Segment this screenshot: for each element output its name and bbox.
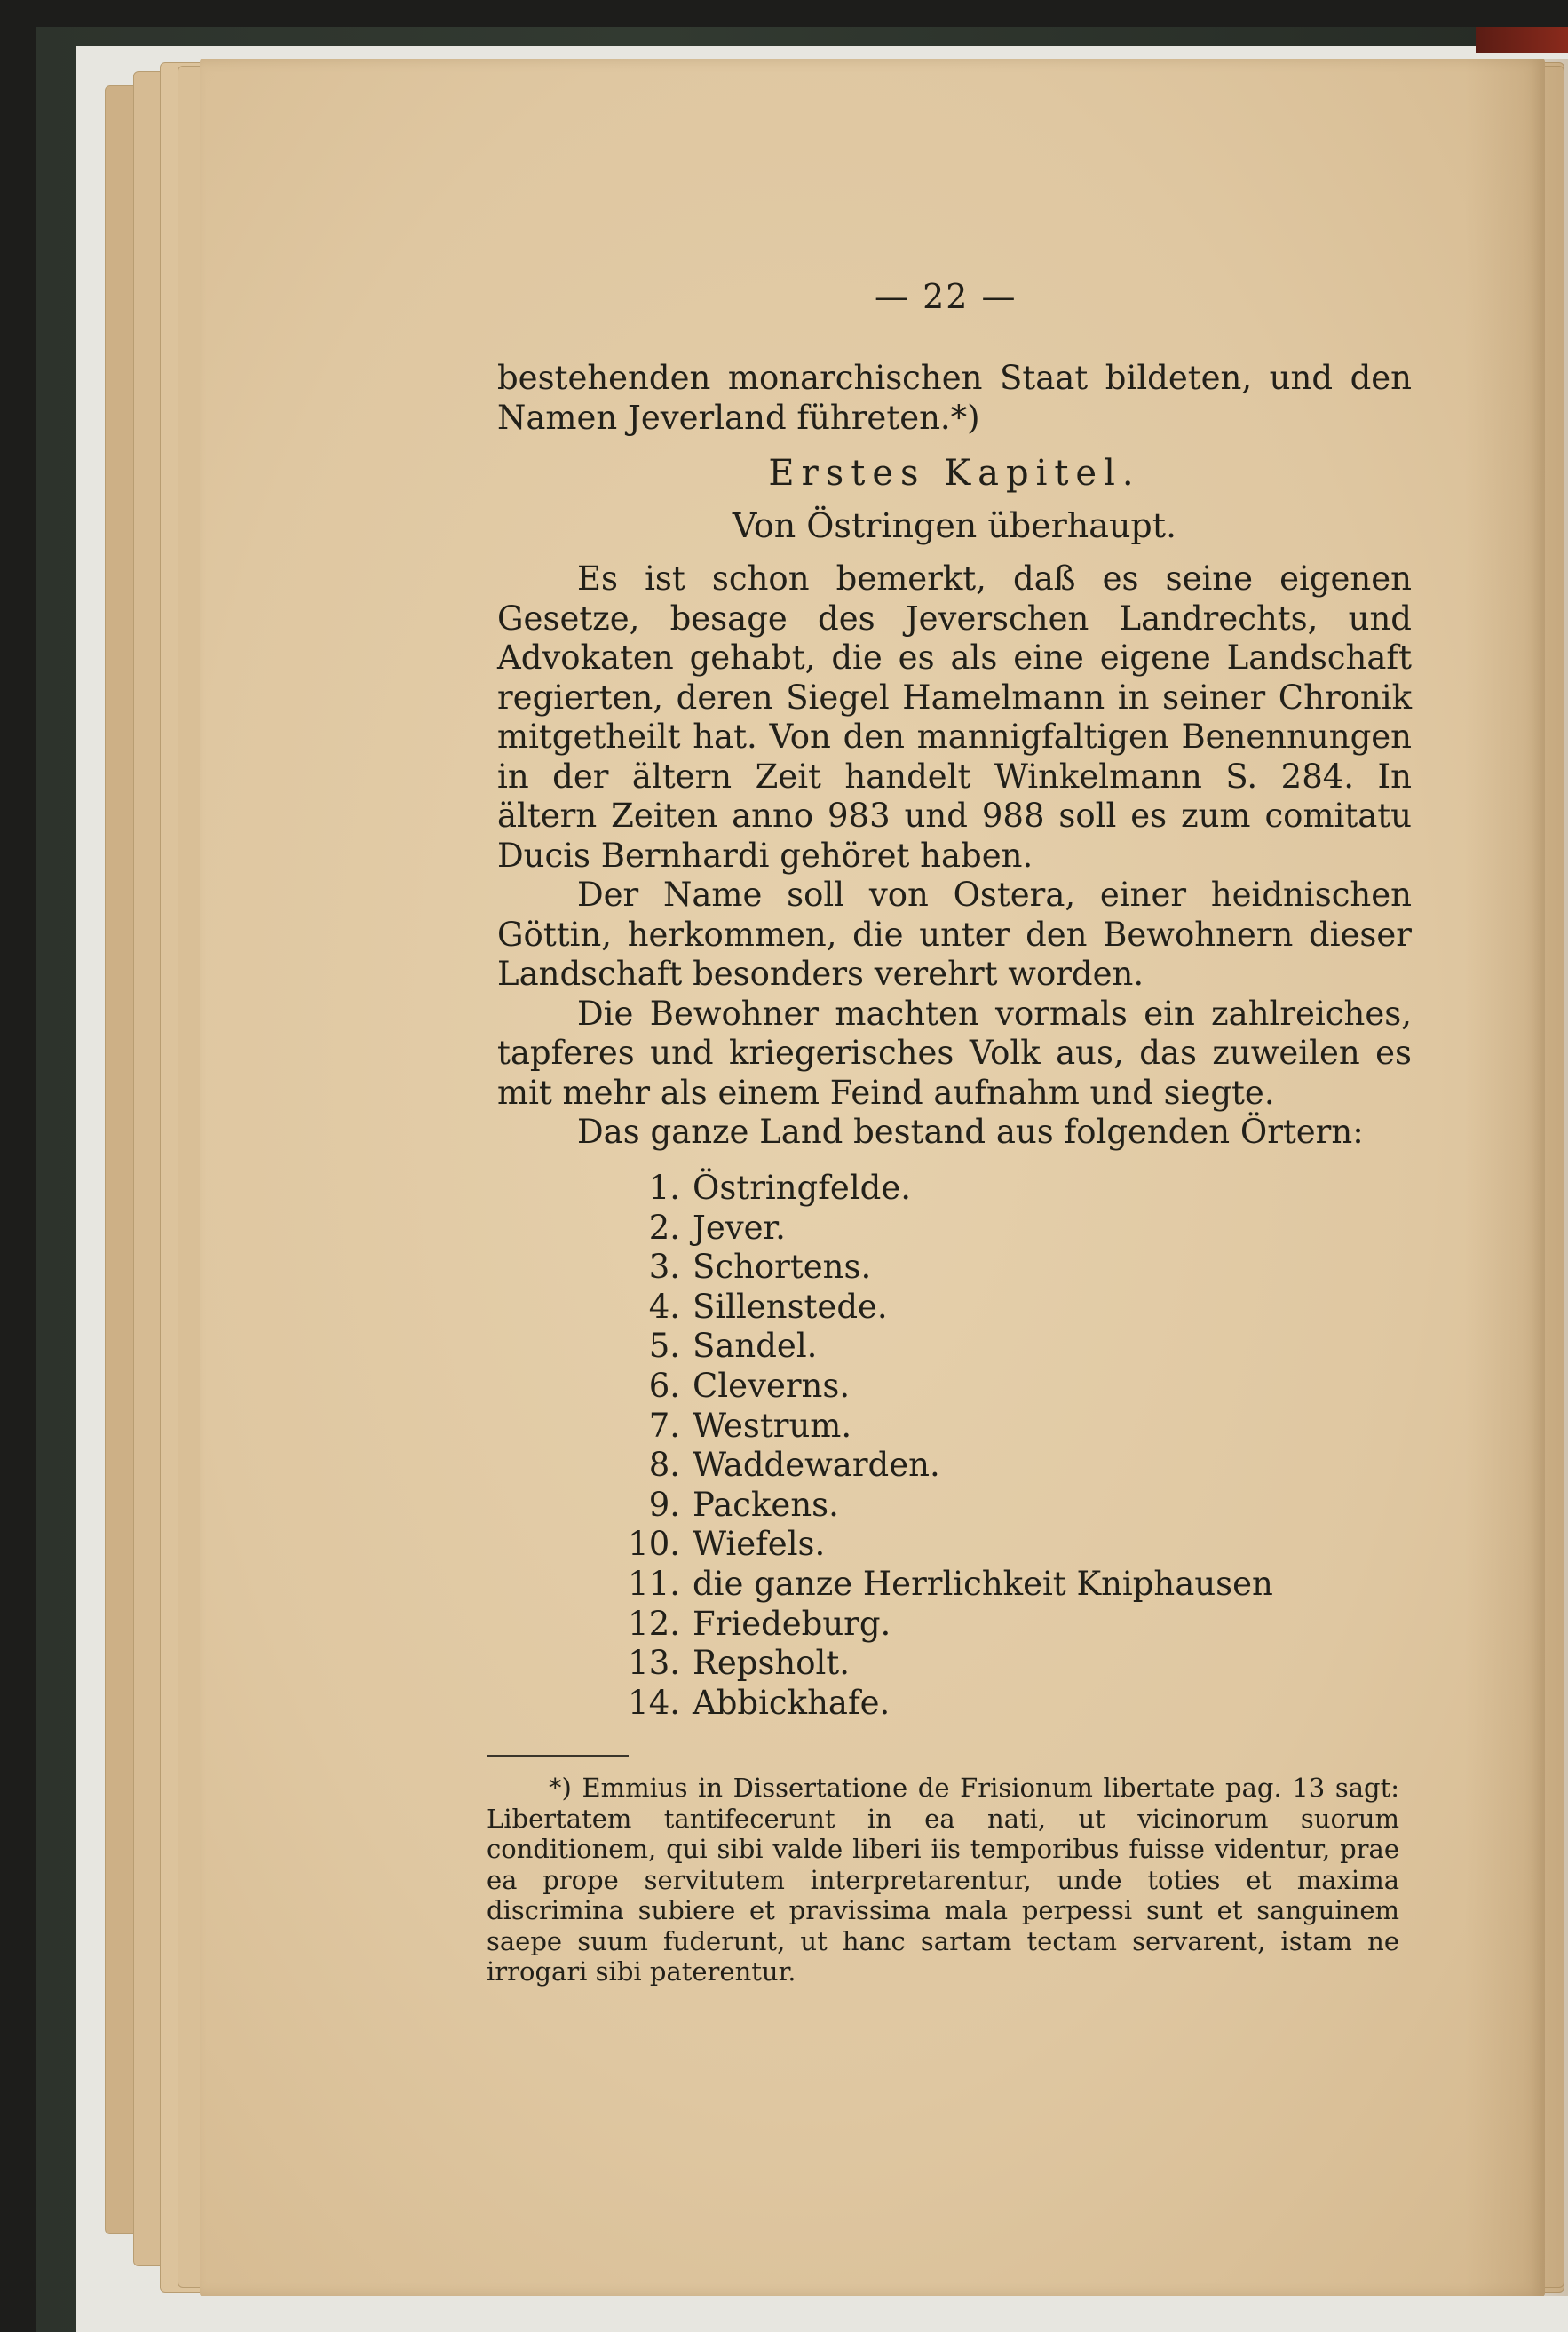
chapter-heading — [497, 453, 1412, 494]
item-number: 7. — [648, 1406, 680, 1445]
chapter-title: Erstes Kapitel. — [768, 453, 1141, 494]
item-number: 13. — [628, 1644, 680, 1683]
list-item — [613, 1486, 1273, 1526]
list-item — [613, 1446, 1273, 1486]
item-number: 2. — [648, 1208, 680, 1247]
chapter-subtitle: Von Östringen überhaupt. — [732, 506, 1177, 545]
list-item — [613, 1525, 1273, 1565]
paragraph: Die Bewohner machten vormals ein zahlreiches, tapferes und kriegerisches Volk aus, das zuweilen es mit mehr als einem Feind aufnahm und siegte. — [497, 994, 1412, 1112]
main-text-top — [497, 359, 1412, 438]
bookmark-ribbon — [1476, 27, 1568, 53]
item-number: 12. — [628, 1604, 680, 1643]
item-name: Packens. — [693, 1485, 839, 1524]
item-number: 11. — [628, 1564, 680, 1603]
item-name: Schortens. — [693, 1248, 872, 1287]
footnote-divider — [487, 1755, 629, 1757]
list-item — [613, 1684, 1273, 1724]
paragraph: Das ganze Land bestand aus folgenden Örtern: — [577, 1113, 1364, 1151]
footnote: *) Emmius in Dissertatione de Frisionum libertate pag. 13 sagt: Libertatem tantifecerunt in ea nati, ut vicinorum suorum conditionem, qui sibi valde liberi iis temporibus fuisse videntur, prae ea prope servitutem interpretarentur, unde toties et maxima discrimina subiere et pravissima mala perpessi sunt et sanguinem saepe suum fuderunt, ut hanc sartam tectam servarent, istam ne irrogari sibi paterentur. — [487, 1773, 1399, 1987]
gutter-shadow — [1465, 59, 1568, 2296]
item-number: 4. — [648, 1287, 680, 1326]
item-number: 9. — [648, 1485, 680, 1524]
item-name: Repsholt. — [693, 1644, 850, 1683]
item-name: die ganze Herrlichkeit Kniphausen — [693, 1564, 1273, 1603]
place-list — [613, 1169, 1273, 1723]
paragraph: Es ist schon bemerkt, daß es seine eigenen Gesetze, besage des Jeverschen Landrechts, und Advokaten gehabt, die es als eine eigene Landschaft regierten, deren Siegel Hamelmann in seiner Chronik mitgetheilt hat. Von den mannigfaltigen Benennungen in der ältern Zeit handelt Winkelmann S. 284. In ältern Zeiten anno 983 und 988 soll es zum comitatu Ducis Bernhardi gehöret haben. — [497, 559, 1412, 875]
list-item — [613, 1169, 1273, 1209]
list-item — [613, 1367, 1273, 1407]
item-name: Waddewarden. — [693, 1446, 940, 1485]
item-number: 6. — [648, 1366, 680, 1405]
list-item — [613, 1644, 1273, 1684]
list-item — [613, 1327, 1273, 1367]
item-name: Sillenstede. — [693, 1287, 888, 1326]
list-item — [613, 1209, 1273, 1249]
item-name: Sandel. — [693, 1327, 818, 1366]
item-name: Cleverns. — [693, 1366, 851, 1405]
item-number: 1. — [648, 1169, 680, 1207]
list-item — [613, 1565, 1273, 1605]
item-name: Jever. — [693, 1208, 786, 1247]
item-number: 8. — [648, 1446, 680, 1485]
list-item — [613, 1288, 1273, 1328]
list-item — [613, 1248, 1273, 1288]
item-name: Abbickhafe. — [693, 1683, 891, 1722]
item-number: 3. — [648, 1248, 680, 1287]
paragraph: Der Name soll von Ostera, einer heidnischen Göttin, herkommen, die unter den Bewohnern dieser Landschaft besonders verehrt worden. — [497, 876, 1412, 993]
item-name: Östringfelde. — [693, 1169, 911, 1207]
item-name: Westrum. — [693, 1406, 852, 1445]
item-number: 14. — [628, 1683, 680, 1722]
item-number: 5. — [648, 1327, 680, 1366]
chapter-subheading — [497, 506, 1412, 545]
body-text — [497, 559, 1412, 1153]
intro-paragraph: bestehenden monarchischen Staat bildeten, und den Namen Jeverland führeten.*) — [497, 359, 1412, 437]
list-item — [613, 1407, 1273, 1447]
item-name: Wiefels. — [693, 1525, 826, 1564]
page-number: — 22 — — [875, 277, 1018, 316]
item-name: Friedeburg. — [693, 1604, 891, 1643]
item-number: 10. — [628, 1525, 680, 1564]
list-item — [613, 1605, 1273, 1645]
